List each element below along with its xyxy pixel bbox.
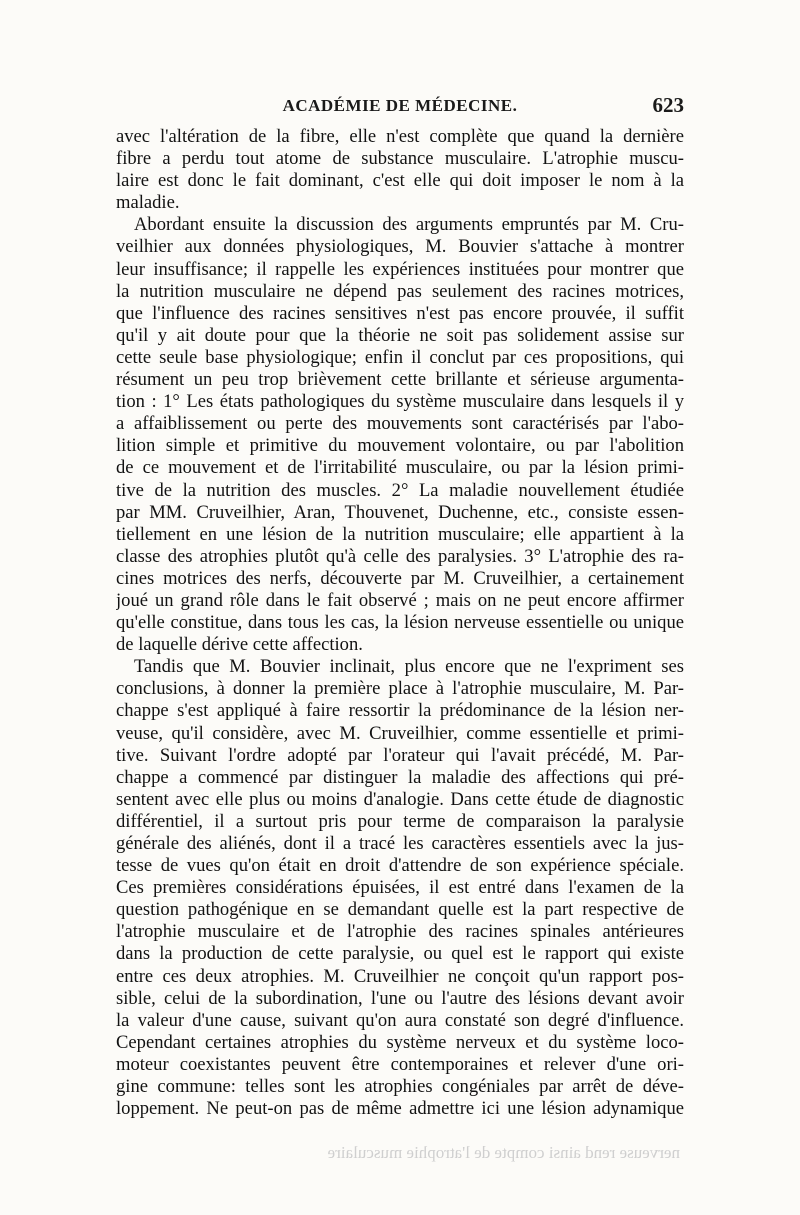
paragraph-start: Abordant ensuite la discussion des arguments empruntés par M. Cru- xyxy=(134,214,684,236)
text-line: avec l'altération de la fibre, elle n'est complète que quand la dernière xyxy=(116,126,684,147)
text-line: gine commune: telles sont les atrophies congéniales par arrêt de déve- xyxy=(116,1076,684,1098)
text-line: maladie. xyxy=(116,192,180,214)
text-line: a affaiblissement ou perte des mouvements sont caractérisés par l'abo- xyxy=(116,413,684,435)
text-line: l'atrophie musculaire et de l'atrophie des racines spinales antérieures xyxy=(116,921,684,943)
text-line: Cependant certaines atrophies du système nerveux et du système loco- xyxy=(116,1031,684,1053)
body-text xyxy=(116,126,684,1166)
text-line: dans la production de cette paralysie, ou quel est le rapport qui existe xyxy=(116,943,684,965)
text-line: sible, celui de la subordination, l'une ou l'autre des lésions devant avoir xyxy=(116,987,684,1009)
text-line: moteur coexistantes peuvent être contemporaines et relever d'une ori- xyxy=(116,1053,684,1075)
text-line: veilhier aux données physiologiques, M. Bouvier s'attache à montrer xyxy=(116,236,684,258)
page-number: 623 xyxy=(652,93,684,117)
text-line: tesse de vues qu'on était en droit d'attendre de son expérience spéciale. xyxy=(116,855,684,877)
text-line: Ces premières considérations épuisées, il est entré dans l'examen de la xyxy=(116,877,684,899)
text-line: résument un peu trop brièvement cette brillante et sérieuse argumenta- xyxy=(116,369,684,391)
bleed-through-text: nerveuse rend ainsi compte de l'atrophie musculaire xyxy=(327,1143,680,1162)
text-line: de ce mouvement et de l'irritabilité musculaire, ou par la lésion primi- xyxy=(116,457,684,479)
text-line: lition simple et primitive du mouvement volontaire, ou par l'abolition xyxy=(116,435,684,457)
text-line: leur insuffisance; il rappelle les expériences instituées pour montrer que xyxy=(116,258,684,280)
text-line: générale des aliénés, dont il a tracé les caractères essentiels avec la jus- xyxy=(116,833,684,854)
text-line: tive de la nutrition des muscles. 2° La maladie nouvellement étudiée xyxy=(116,479,684,501)
text-line: conclusions, à donner la première place à l'atrophie musculaire, M. Par- xyxy=(116,678,684,700)
text-line: veuse, qu'il considère, avec M. Cruveilhier, comme essentielle et primi- xyxy=(116,722,684,744)
text-line: différentiel, il a surtout pris pour terme de comparaison la paralysie xyxy=(116,810,684,832)
text-line: classe des atrophies plutôt qu'à celle des paralysies. 3° L'atrophie des ra- xyxy=(116,545,684,567)
text-line: que l'influence des racines sensitives n'est pas encore prouvée, il suffit xyxy=(116,302,684,324)
text-line: fibre a perdu tout atome de substance musculaire. L'atrophie muscu- xyxy=(116,148,684,170)
text-line: la valeur d'une cause, suivant qu'on aura constaté son degré d'influence. xyxy=(116,1009,684,1031)
text-line: tiellement en une lésion de la nutrition musculaire; elle appartient à la xyxy=(116,523,684,545)
text-line: joué un grand rôle dans le fait observé ; mais on ne peut encore affirmer xyxy=(116,589,684,611)
text-line: cines motrices des nerfs, découverte par M. Cruveilhier, a certainement xyxy=(116,567,684,589)
text-line: tion : 1° Les états pathologiques du système musculaire dans lesquels il y xyxy=(116,391,684,413)
text-line: question pathogénique en se demandant quelle est la part respective de xyxy=(116,899,684,921)
text-line: chappe s'est appliqué à faire ressortir la prédominance de la lésion ner- xyxy=(116,700,684,722)
text-line: par MM. Cruveilhier, Aran, Thouvenet, Duchenne, etc., consiste essen- xyxy=(116,501,684,523)
page-header xyxy=(116,93,684,122)
text-line: entre ces deux atrophies. M. Cruveilhier ne conçoit qu'un rapport pos- xyxy=(116,965,684,987)
text-line: sentent avec elle plus ou moins d'analogie. Dans cette étude de diagnostic xyxy=(116,788,684,810)
text-line: la nutrition musculaire ne dépend pas seulement des racines motrices, xyxy=(116,280,684,302)
paragraph-start: Tandis que M. Bouvier inclinait, plus encore que ne l'expriment ses xyxy=(134,656,684,678)
text-line: de laquelle dérive cette affection. xyxy=(116,634,363,656)
text-line: tive. Suivant l'ordre adopté par l'orateur qui l'avait précédé, M. Par- xyxy=(116,744,684,766)
text-line: chappe a commencé par distinguer la maladie des affections qui pré- xyxy=(116,766,684,788)
text-line: qu'elle constitue, dans tous les cas, la lésion nerveuse essentielle ou unique xyxy=(116,612,684,634)
running-title: ACADÉMIE DE MÉDECINE. xyxy=(282,96,518,115)
text-line: qu'il y ait doute pour que la théorie ne soit pas solidement assise sur xyxy=(116,324,684,346)
text-line: laire est donc le fait dominant, c'est elle qui doit imposer le nom à la xyxy=(116,170,684,192)
text-line: cette seule base physiologique; enfin il conclut par ces propositions, qui xyxy=(116,346,684,368)
text-line: loppement. Ne peut-on pas de même admettre ici une lésion adynamique xyxy=(116,1098,684,1120)
